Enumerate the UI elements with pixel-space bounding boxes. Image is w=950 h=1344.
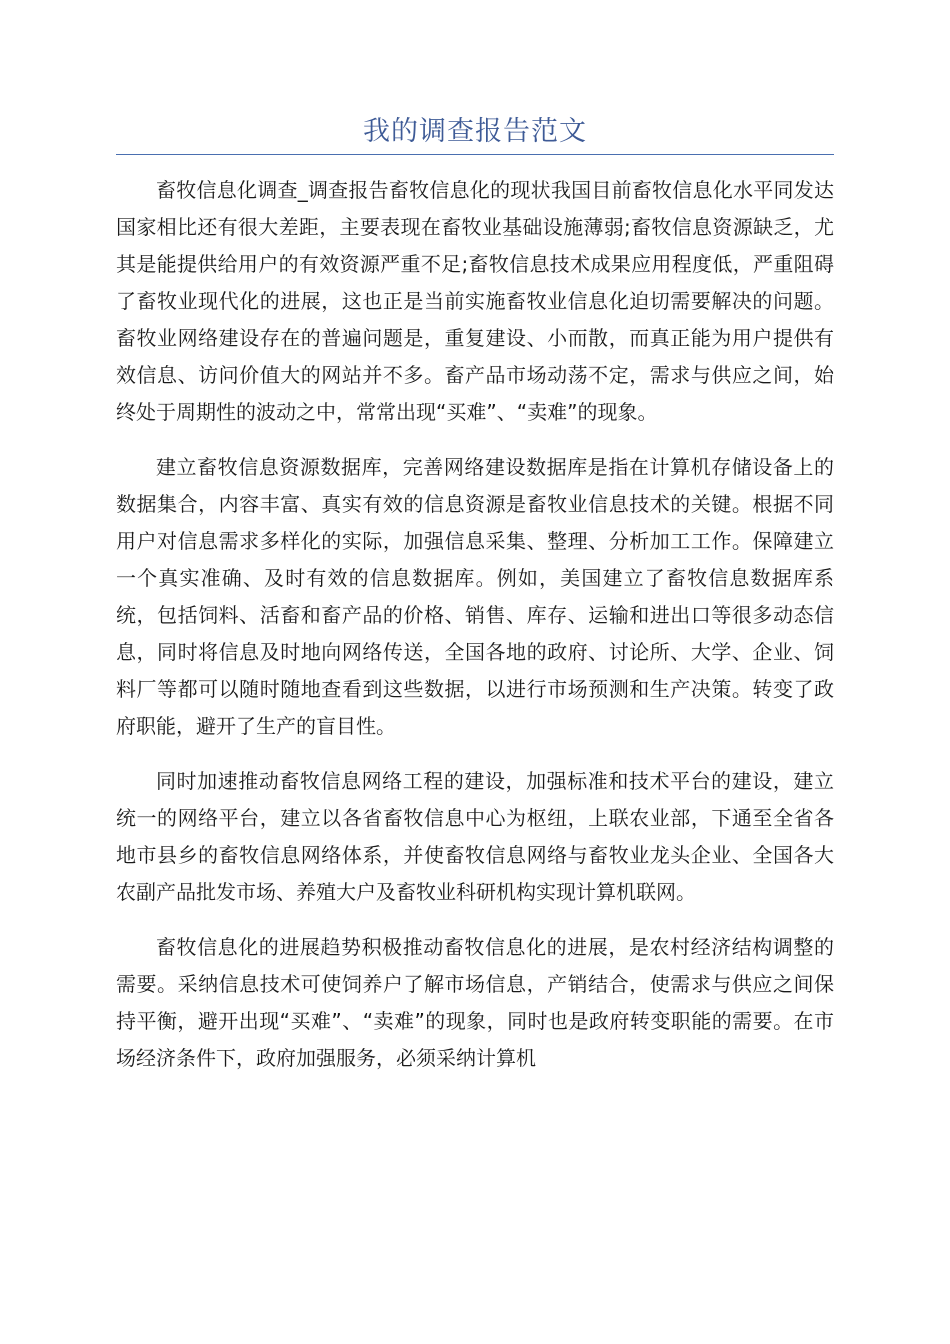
paragraph-4: 畜牧信息化的进展趋势积极推动畜牧信息化的进展，是农村经济结构调整的需要。采纳信息技术可使饲养户了解市场信息，产销结合，使需求与供应之间保持平衡，避开出现“买难”、“卖难”的现象，同时也是政府转变职能的需要。在市场经济条件下，政府加强服务，必须采纳计算机 bbox=[116, 935, 834, 1070]
paragraph-1: 畜牧信息化调查_调查报告畜牧信息化的现状我国目前畜牧信息化水平同发达国家相比还有很大差距，主要表现在畜牧业基础设施薄弱;畜牧信息资源缺乏，尤其是能提供给用户的有效资源严重不足;畜牧信息技术成果应用程度低，严重阻碍了畜牧业现代化的进展，这也正是当前实施畜牧业信息化迫切需要解决的问题。畜牧业网络建设存在的普遍问题是，重复建设、小而散，而真正能为用户提供有效信息、访问价值大的网站并不多。畜产品市场动荡不定，需求与供应之间，始终处于周期性的波动之中，常常出现“买难”、“卖难”的现象。 bbox=[116, 178, 834, 424]
title-underline bbox=[116, 154, 834, 155]
paragraph-3: 同时加速推动畜牧信息网络工程的建设，加强标准和技术平台的建设，建立统一的网络平台，建立以各省畜牧信息中心为枢纽，上联农业部，下通至全省各地市县乡的畜牧信息网络体系，并使畜牧信息网络与畜牧业龙头企业、全国各大农副产品批发市场、养殖大户及畜牧业科研机构实现计算机联网。 bbox=[116, 769, 834, 904]
paragraph-2: 建立畜牧信息资源数据库，完善网络建设数据库是指在计算机存储设备上的数据集合，内容丰富、真实有效的信息资源是畜牧业信息技术的关键。根据不同用户对信息需求多样化的实际，加强信息采集、整理、分析加工工作。保障建立一个真实准确、及时有效的信息数据库。例如，美国建立了畜牧信息数据库系统，包括饲料、活畜和畜产品的价格、销售、库存、运输和进出口等很多动态信息，同时将信息及时地向网络传送，全国各地的政府、讨论所、大学、企业、饲料厂等都可以随时随地查看到这些数据，以进行市场预测和生产决策。转变了政府职能，避开了生产的盲目性。 bbox=[116, 455, 834, 738]
document-title: 我的调查报告范文 bbox=[363, 116, 587, 147]
document-body bbox=[116, 172, 834, 1095]
